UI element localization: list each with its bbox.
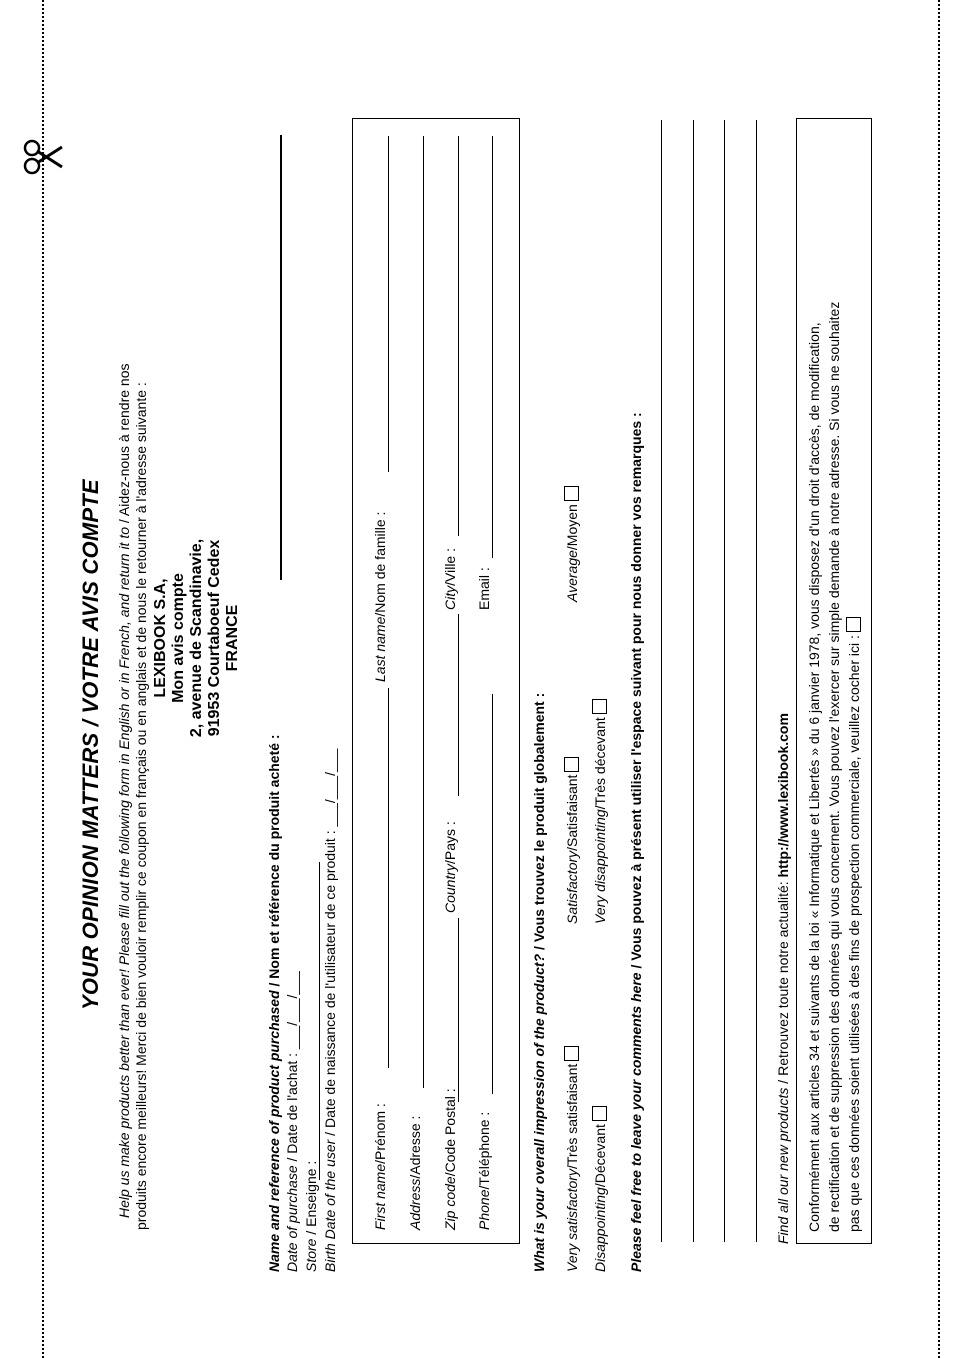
page-title: YOUR OPINION MATTERS / VOTRE AVIS COMPTE xyxy=(78,479,103,1010)
email-label: Email : xyxy=(476,567,492,610)
comment-line-2[interactable] xyxy=(693,120,694,1242)
disappointing-checkbox[interactable] xyxy=(592,1106,607,1121)
product-name-label: Name and reference of product purchased / Nom et référence du produit acheté : xyxy=(266,734,282,1272)
opt-out-checkbox[interactable] xyxy=(846,617,861,632)
store-label: Store / Enseigne : xyxy=(303,1160,319,1272)
address-line-1: Mon avis compte xyxy=(170,573,187,703)
address-company: LEXIBOOK S.A, xyxy=(152,578,169,698)
option-very-disappointing[interactable]: Very disappointing/Très décevant xyxy=(592,699,608,924)
find-products: Find all our new products / Retrouvez toute notre actualité: http://www.lexibook.com xyxy=(775,713,791,1244)
return-address xyxy=(152,388,242,888)
very-disappointing-checkbox[interactable] xyxy=(592,699,607,714)
zip-field[interactable] xyxy=(458,918,459,1102)
country-field[interactable] xyxy=(458,614,459,796)
zip-label: Zip code/Code Postal : xyxy=(442,1088,458,1230)
intro-line-2: produits encore meilleurs! Merci de bien vouloir remplir ce coupon en français ou en anglais et de nous le retourner à l'adresse suivante : xyxy=(133,382,149,1230)
website-link[interactable]: http://www.lexibook.com xyxy=(775,713,791,878)
purchase-date-label[interactable]: Date of purchase / Date de l'achat : ___/___/___ xyxy=(284,971,300,1272)
product-name-field[interactable] xyxy=(280,135,282,580)
birth-date-label[interactable]: Birth Date of the user / Date de naissance de l'utilisateur de ce produit : ___/___/___ xyxy=(322,748,338,1272)
address-country: FRANCE xyxy=(224,604,241,672)
option-disappointing[interactable]: Disappointing/Décevant xyxy=(592,1106,608,1272)
comments-prompt: Please feel free to leave your comments here / Vous pouvez à présent utiliser l'espace suivant pour nous donner vos remarques : xyxy=(628,412,644,1272)
first-name-label: First name/Prénom : xyxy=(372,1103,388,1230)
option-average[interactable]: Average/Moyen xyxy=(564,486,580,602)
last-name-field[interactable] xyxy=(388,136,389,472)
city-label: City/Ville : xyxy=(442,548,458,610)
comment-line-3[interactable] xyxy=(724,120,725,1242)
average-checkbox[interactable] xyxy=(564,486,579,501)
store-field[interactable] xyxy=(319,862,320,1180)
phone-label: Phone/Téléphone : xyxy=(476,1111,492,1230)
email-field[interactable] xyxy=(492,136,493,558)
very-satisfactory-checkbox[interactable] xyxy=(564,1046,579,1061)
comment-line-4[interactable] xyxy=(756,120,757,1242)
option-very-satisfactory[interactable]: Very satisfactory/Très satisfaisant xyxy=(564,1046,580,1272)
city-field[interactable] xyxy=(458,136,459,536)
legal-line-3: pas que ces données soient utilisées à des fins de prospection commerciale, veuillez cocher ici : xyxy=(846,617,862,1232)
first-name-field[interactable] xyxy=(388,688,389,1068)
legal-line-2: de rectification et de suppression des données qui vous concernent. Vous pouvez l'exercer sur simple demande à notre adresse. Si vous ne souhaitez xyxy=(826,301,842,1232)
address-field[interactable] xyxy=(423,136,424,1088)
country-label: Country/Pays : xyxy=(442,821,458,913)
impression-question: What is your overall impression of the product? / Vous trouvez le produit globalement : xyxy=(531,692,547,1272)
intro-line-1: Help us make products better than ever! Please fill out the following form in English or in French, and return it to / Aidez-nous à rendre nos xyxy=(116,363,132,1218)
last-name-label: Last name/Nom de famille : xyxy=(372,511,388,682)
address-line-3: 91953 Courtaboeuf Cedex xyxy=(206,539,223,737)
address-line-2: 2, avenue de Scandinavie, xyxy=(188,538,205,738)
comment-line-1[interactable] xyxy=(661,120,662,1242)
option-satisfactory[interactable]: Satisfactory/Satisfaisant xyxy=(564,757,580,924)
legal-line-1: Conformément aux articles 34 et suivants de la loi « Informatique et Libertés » du 6 janvier 1978, vous disposez d'un droit d'accès, de modification, xyxy=(806,322,822,1232)
address-label: Address/Adresse : xyxy=(407,1115,423,1230)
phone-field[interactable] xyxy=(492,694,493,1094)
satisfactory-checkbox[interactable] xyxy=(564,757,579,772)
